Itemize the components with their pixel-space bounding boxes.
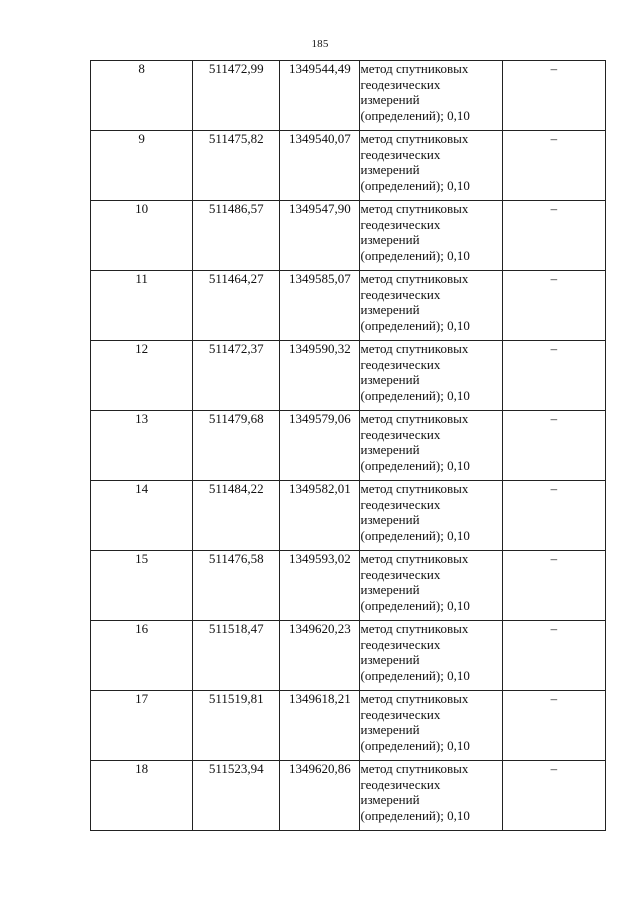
table-row xyxy=(91,131,606,201)
point-number-cell: 9 xyxy=(91,131,193,201)
dash-cell: – xyxy=(502,131,605,201)
point-number-cell: 16 xyxy=(91,621,193,691)
dash-cell: – xyxy=(502,551,605,621)
y-coordinate-cell: 1349547,90 xyxy=(280,201,360,271)
point-number-cell: 13 xyxy=(91,411,193,481)
point-number-cell: 11 xyxy=(91,271,193,341)
y-coordinate-cell: 1349620,23 xyxy=(280,621,360,691)
y-coordinate-cell: 1349618,21 xyxy=(280,691,360,761)
page-number: 185 xyxy=(311,38,329,50)
x-coordinate-cell: 511484,22 xyxy=(193,481,280,551)
dash-cell: – xyxy=(502,341,605,411)
dash-cell: – xyxy=(502,481,605,551)
x-coordinate-cell: 511475,82 xyxy=(193,131,280,201)
x-coordinate-cell: 511464,27 xyxy=(193,271,280,341)
x-coordinate-cell: 511519,81 xyxy=(193,691,280,761)
method-accuracy-cell: метод спутниковых геодезических измерений (определений); 0,10 xyxy=(360,621,502,691)
y-coordinate-cell: 1349540,07 xyxy=(280,131,360,201)
x-coordinate-cell: 511472,37 xyxy=(193,341,280,411)
dash-cell: – xyxy=(502,621,605,691)
y-coordinate-cell: 1349620,86 xyxy=(280,761,360,831)
dash-cell: – xyxy=(502,201,605,271)
point-number-cell: 12 xyxy=(91,341,193,411)
table-row xyxy=(91,761,606,831)
point-number-cell: 14 xyxy=(91,481,193,551)
point-number-cell: 15 xyxy=(91,551,193,621)
table-row xyxy=(91,691,606,761)
method-accuracy-cell: метод спутниковых геодезических измерений (определений); 0,10 xyxy=(360,691,502,761)
method-accuracy-cell: метод спутниковых геодезических измерений (определений); 0,10 xyxy=(360,551,502,621)
dash-cell: – xyxy=(502,691,605,761)
x-coordinate-cell: 511523,94 xyxy=(193,761,280,831)
point-number-cell: 8 xyxy=(91,61,193,131)
y-coordinate-cell: 1349544,49 xyxy=(280,61,360,131)
y-coordinate-cell: 1349593,02 xyxy=(280,551,360,621)
x-coordinate-cell: 511486,57 xyxy=(193,201,280,271)
table-row xyxy=(91,551,606,621)
y-coordinate-cell: 1349582,01 xyxy=(280,481,360,551)
point-number-cell: 18 xyxy=(91,761,193,831)
x-coordinate-cell: 511479,68 xyxy=(193,411,280,481)
dash-cell: – xyxy=(502,61,605,131)
method-accuracy-cell: метод спутниковых геодезических измерений (определений); 0,10 xyxy=(360,61,502,131)
table-row xyxy=(91,271,606,341)
table-row xyxy=(91,201,606,271)
table-row xyxy=(91,341,606,411)
dash-cell: – xyxy=(502,411,605,481)
y-coordinate-cell: 1349579,06 xyxy=(280,411,360,481)
x-coordinate-cell: 511472,99 xyxy=(193,61,280,131)
table-row xyxy=(91,621,606,691)
table-row xyxy=(91,61,606,131)
method-accuracy-cell: метод спутниковых геодезических измерений (определений); 0,10 xyxy=(360,271,502,341)
coordinates-table xyxy=(90,60,606,831)
method-accuracy-cell: метод спутниковых геодезических измерений (определений); 0,10 xyxy=(360,131,502,201)
method-accuracy-cell: метод спутниковых геодезических измерений (определений); 0,10 xyxy=(360,341,502,411)
point-number-cell: 17 xyxy=(91,691,193,761)
method-accuracy-cell: метод спутниковых геодезических измерений (определений); 0,10 xyxy=(360,201,502,271)
dash-cell: – xyxy=(502,761,605,831)
method-accuracy-cell: метод спутниковых геодезических измерений (определений); 0,10 xyxy=(360,411,502,481)
dash-cell: – xyxy=(502,271,605,341)
y-coordinate-cell: 1349585,07 xyxy=(280,271,360,341)
table-row xyxy=(91,481,606,551)
y-coordinate-cell: 1349590,32 xyxy=(280,341,360,411)
point-number-cell: 10 xyxy=(91,201,193,271)
x-coordinate-cell: 511476,58 xyxy=(193,551,280,621)
table-row xyxy=(91,411,606,481)
x-coordinate-cell: 511518,47 xyxy=(193,621,280,691)
method-accuracy-cell: метод спутниковых геодезических измерений (определений); 0,10 xyxy=(360,481,502,551)
method-accuracy-cell: метод спутниковых геодезических измерений (определений); 0,10 xyxy=(360,761,502,831)
